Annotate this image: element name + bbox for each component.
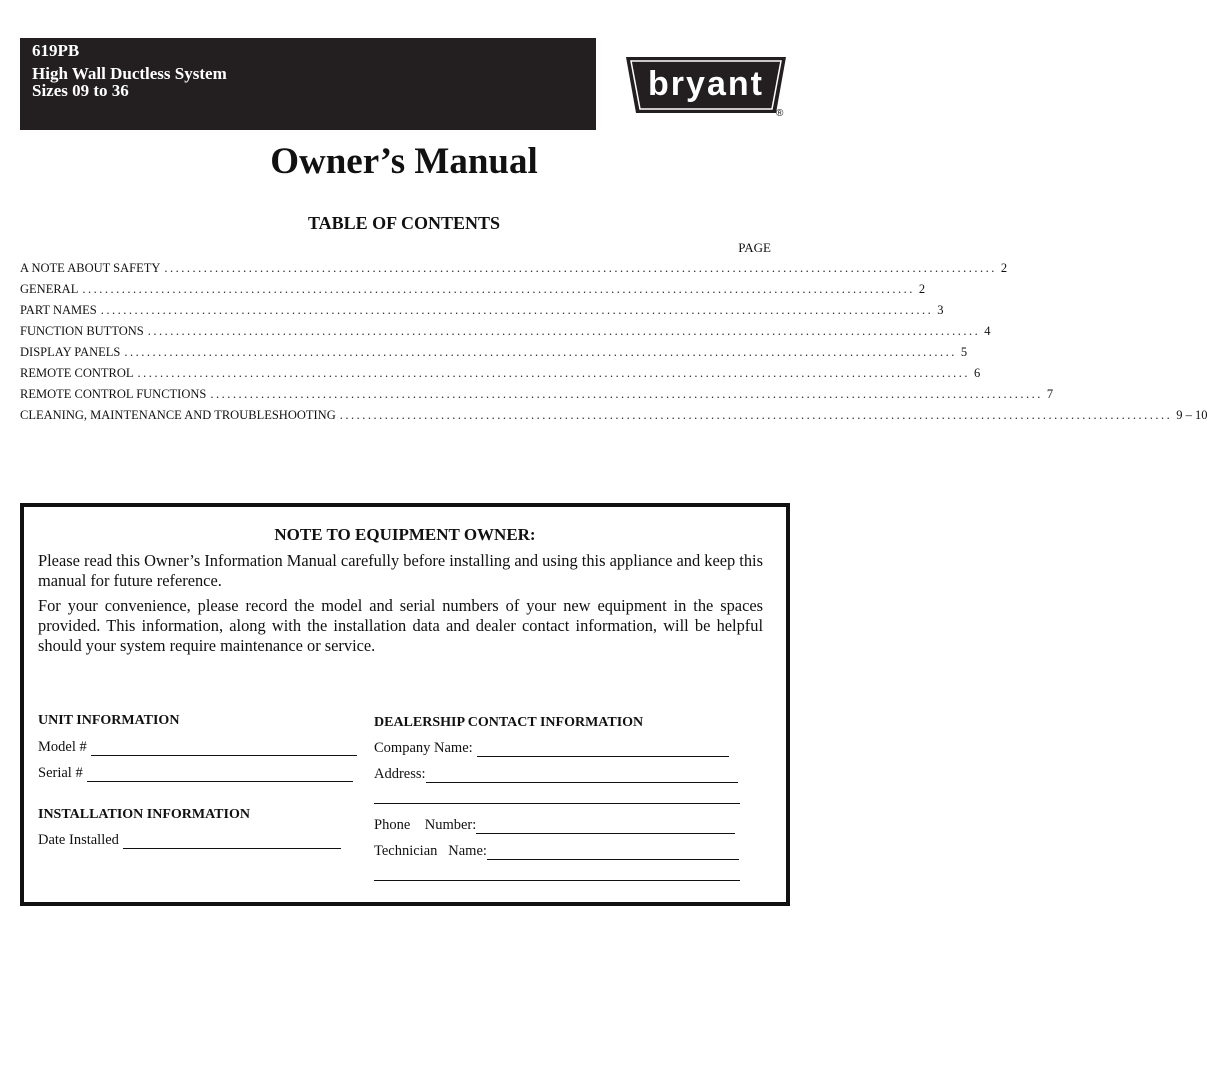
owner-note-box (20, 503, 790, 906)
toc-entry-page: 6 (974, 366, 981, 380)
note-paragraph-1: Please read this Owner’s Information Manual carefully before installing and using this appliance and keep this manual for future reference. (38, 551, 763, 590)
toc-leader: .................................................................................................................................................... (124, 345, 957, 359)
toc-entry-page: 3 (937, 303, 944, 317)
toc-entry-title: DISPLAY PANELS (20, 345, 121, 359)
toc-entry-title: REMOTE CONTROL (20, 366, 134, 380)
serial-label: Serial # (38, 765, 83, 781)
serial-number-field[interactable] (38, 765, 353, 782)
company-name-input-line[interactable] (477, 742, 729, 757)
toc-entry-page: 7 (1046, 387, 1054, 401)
toc-leader: .................................................................................................................................................... (137, 366, 971, 380)
header-bar (20, 38, 596, 130)
phone-number-field[interactable] (374, 817, 735, 834)
toc-entry-page: 2 (1000, 261, 1008, 275)
toc-leader: .................................................................................................................................................... (339, 408, 1173, 422)
company-name-field[interactable] (374, 740, 729, 757)
toc-leader: .................................................................................................................................................... (147, 324, 981, 338)
toc-entry[interactable] (20, 408, 1207, 429)
logo-text: bryant (648, 65, 764, 103)
model-label: Model # (38, 739, 87, 755)
address-input-line[interactable] (426, 768, 738, 783)
toc-leader: .................................................................................................................................................... (164, 261, 997, 275)
toc-entry-page: 4 (984, 324, 991, 338)
unit-info-heading: UNIT INFORMATION (38, 713, 180, 728)
size-range: Sizes 09 to 36 (32, 81, 129, 100)
table-of-contents (20, 261, 1207, 429)
model-input-line[interactable] (91, 741, 357, 756)
product-name: High Wall Ductless System (32, 64, 227, 83)
toc-entry[interactable] (20, 324, 991, 345)
phone-number-input-line[interactable] (476, 819, 735, 834)
date-installed-label: Date Installed (38, 832, 119, 848)
phone-number-label: Phone Number: (374, 817, 477, 833)
toc-entry-title: PART NAMES (20, 303, 97, 317)
toc-leader: .................................................................................................................................................... (100, 303, 934, 317)
toc-entry-title: CLEANING, MAINTENANCE AND TROUBLESHOOTING (20, 408, 336, 422)
model-number-field[interactable] (38, 739, 357, 756)
note-title: NOTE TO EQUIPMENT OWNER: (274, 525, 536, 544)
note-paragraph-2: For your convenience, please record the model and serial numbers of your new equipment in the spaces provided. This information, along with the installation data and dealer contact information, will be helpful should your system require maintenance or service. (38, 596, 763, 655)
toc-entry-page: 2 (918, 282, 926, 296)
toc-entry[interactable] (20, 345, 968, 366)
page-title: Owner’s Manual (270, 141, 538, 182)
toc-entry[interactable] (20, 261, 1008, 282)
toc-heading: TABLE OF CONTENTS (307, 213, 501, 233)
toc-entry[interactable] (20, 282, 926, 303)
toc-leader: .................................................................................................................................................... (210, 387, 1043, 401)
address-field[interactable] (374, 766, 738, 783)
toc-entry-title: A NOTE ABOUT SAFETY (20, 261, 161, 275)
toc-entry-page: 5 (960, 345, 968, 359)
toc-entry-title: REMOTE CONTROL FUNCTIONS (20, 387, 207, 401)
dealership-heading: DEALERSHIP CONTACT INFORMATION (374, 715, 644, 730)
toc-entry[interactable] (20, 387, 1054, 408)
serial-input-line[interactable] (87, 767, 353, 782)
toc-entry[interactable] (20, 366, 981, 387)
model-number: 619PB (32, 41, 80, 60)
date-installed-field[interactable] (38, 832, 341, 849)
toc-page-label: PAGE (738, 240, 771, 255)
installation-info-heading: INSTALLATION INFORMATION (38, 807, 250, 822)
toc-leader: .................................................................................................................................................... (82, 282, 915, 296)
date-installed-input-line[interactable] (123, 834, 341, 849)
toc-entry-page: 9 – 10 (1176, 408, 1207, 422)
toc-entry-title: FUNCTION BUTTONS (20, 324, 144, 338)
address-input-line-2[interactable] (374, 802, 740, 804)
technician-name-field[interactable] (374, 843, 739, 860)
technician-input-line-2[interactable] (374, 879, 740, 881)
toc-entry[interactable] (20, 303, 944, 324)
technician-name-label: Technician Name: (374, 843, 487, 859)
registered-mark: ® (776, 108, 784, 119)
company-name-label: Company Name: (374, 740, 473, 756)
technician-name-input-line[interactable] (487, 845, 739, 860)
bryant-logo (622, 53, 790, 117)
toc-entry-title: GENERAL (20, 282, 79, 296)
address-label: Address: (374, 766, 426, 782)
